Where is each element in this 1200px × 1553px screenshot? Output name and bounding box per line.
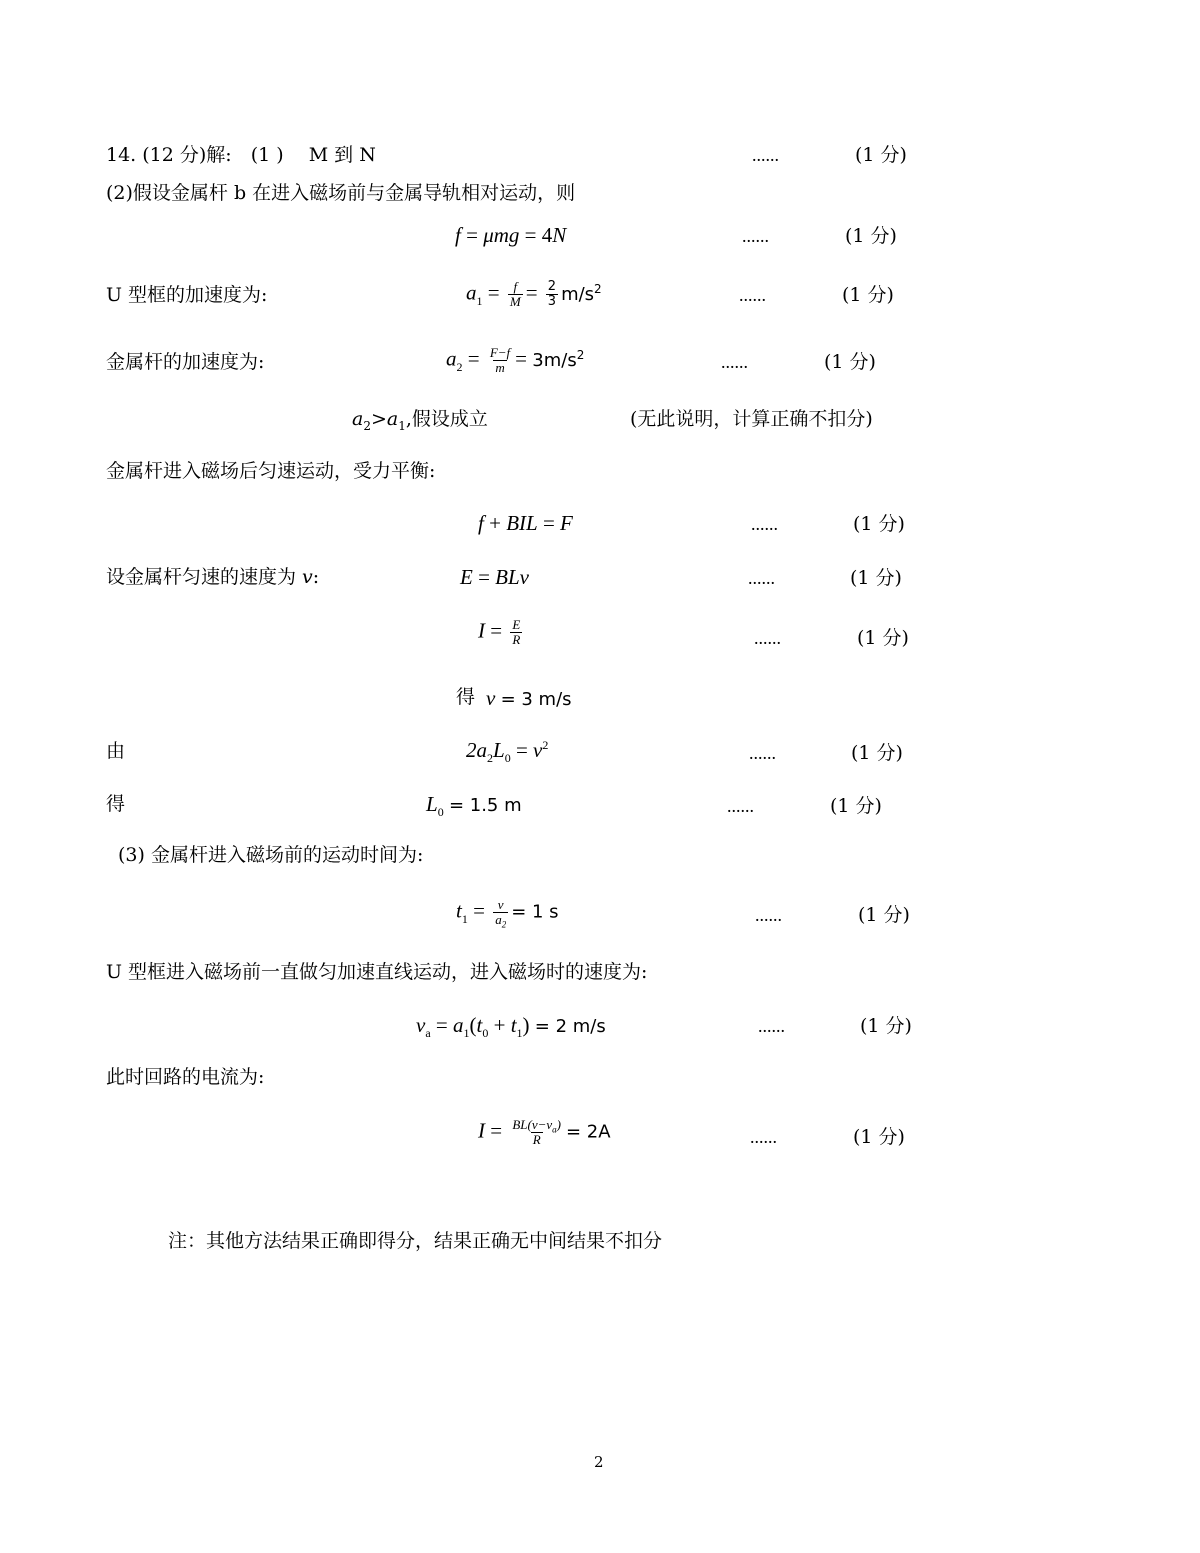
dots-8: ...... — [749, 743, 776, 763]
score-11: (1 分) — [860, 1015, 912, 1037]
v-result: v = 3 m/s — [486, 686, 572, 710]
score-5: (1 分) — [853, 513, 905, 535]
get-v-label: 得 — [456, 686, 476, 708]
uniform-motion-text: 金属杆进入磁场后匀速运动，受力平衡: — [106, 460, 436, 482]
dots-1: ...... — [752, 145, 779, 165]
get-label: 得 — [106, 793, 126, 815]
dots-7: ...... — [754, 628, 781, 648]
score-3: (1 分) — [842, 284, 894, 306]
score-2: (1 分) — [845, 225, 897, 247]
eq-t1: $t_1$ = $\frac{v}{a_2}$ = 1 s — [456, 897, 559, 930]
eq-kinematics: $2a_2L_0 = v^2$ — [466, 738, 549, 766]
question-header: 14. (12 分)解: (1 ) M 到 N — [106, 144, 376, 166]
dots-6: ...... — [748, 568, 775, 588]
dots-9: ...... — [727, 796, 754, 816]
velocity-label: 设金属杆匀速的速度为 v: — [106, 566, 320, 588]
score-9: (1 分) — [830, 795, 882, 817]
score-1: (1 分) — [855, 144, 907, 166]
dots-2: ...... — [742, 226, 769, 246]
eq-va: $v_a = a_1(t_0 + t_1) = 2$ m/s — [416, 1013, 606, 1041]
eq-a1: $a_1$ = $\frac{f}{M}$ = $\frac{2}{3}$ $m/s^2$ — [466, 279, 602, 310]
assumption-text: $a_2>a_1$,假设成立 — [352, 408, 488, 433]
from-label: 由 — [106, 740, 126, 762]
score-8: (1 分) — [851, 742, 903, 764]
part3-intro: (3) 金属杆进入磁场前的运动时间为: — [118, 844, 424, 866]
eq-emf: E = BLv — [460, 565, 529, 589]
dots-12: ...... — [750, 1127, 777, 1147]
eq-force-balance: f + BIL = F — [478, 511, 573, 535]
score-12: (1 分) — [853, 1126, 905, 1148]
L0-result: $L_0 = 1.5$ m — [426, 792, 522, 820]
u-frame-accel-label: U 型框的加速度为: — [106, 284, 268, 306]
eq-a2: $a_2$ = $\frac{F-f}{m}$ = $3m/s^2$ — [446, 345, 585, 376]
eq-ohm: I = $\frac{E}{R}$ — [478, 617, 521, 648]
score-7: (1 分) — [857, 627, 909, 649]
current-label: 此时回路的电流为: — [106, 1066, 265, 1088]
eq-friction: f = μmg = 4N — [455, 223, 567, 247]
eq-current: I = $\frac{BL(v-v_a)}{R}$ = 2A — [478, 1117, 611, 1148]
rod-accel-label: 金属杆的加速度为: — [106, 351, 265, 373]
dots-4: ...... — [721, 352, 748, 372]
dots-3: ...... — [739, 285, 766, 305]
page-number: 2 — [594, 1453, 604, 1471]
dots-10: ...... — [755, 905, 782, 925]
dots-5: ...... — [751, 514, 778, 534]
grading-note: 注：其他方法结果正确即得分，结果正确无中间结果不扣分 — [168, 1230, 663, 1252]
part2-intro: (2)假设金属杆 b 在进入磁场前与金属导轨相对运动，则 — [106, 182, 576, 204]
score-6: (1 分) — [850, 567, 902, 589]
score-10: (1 分) — [858, 904, 910, 926]
u-frame-motion-text: U 型框进入磁场前一直做匀加速直线运动，进入磁场时的速度为: — [106, 961, 648, 983]
score-4: (1 分) — [824, 351, 876, 373]
assumption-note: (无此说明，计算正确不扣分) — [630, 408, 873, 430]
dots-11: ...... — [758, 1016, 785, 1036]
